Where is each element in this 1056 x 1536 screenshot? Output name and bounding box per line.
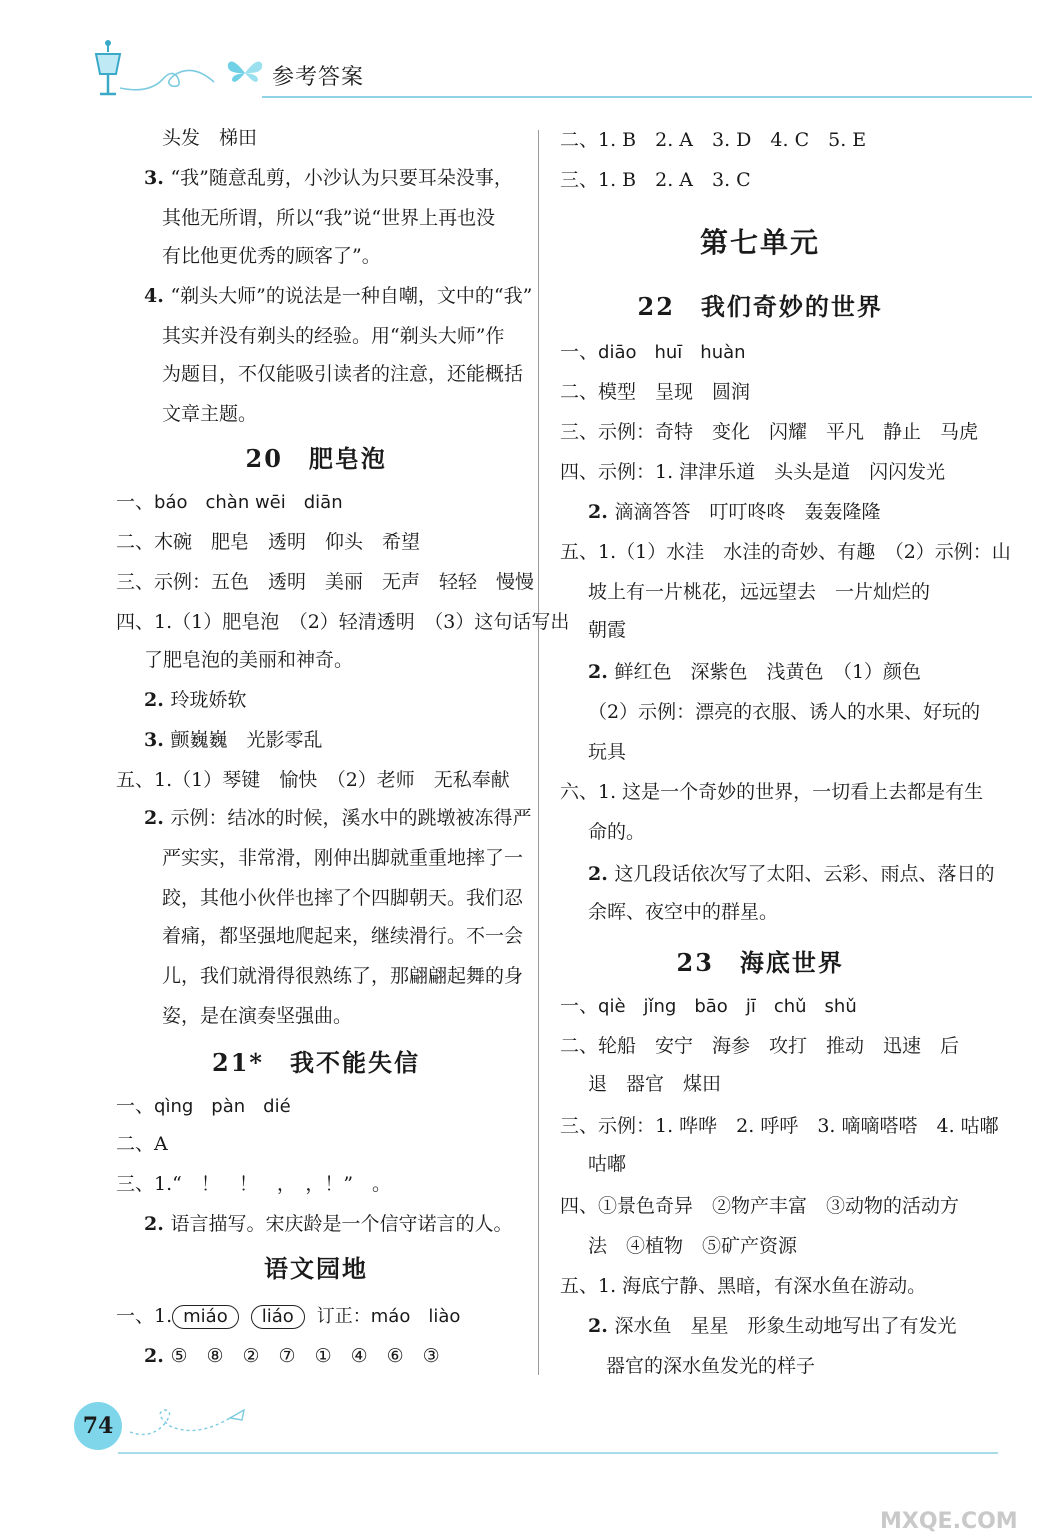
section-heading: 第七单元 <box>700 226 821 259</box>
line-text: ⑤ ⑧ ② ⑦ ① ④ ⑥ ③ <box>170 1345 440 1367</box>
circled-pinyin: liáo <box>251 1305 305 1329</box>
correction-text: 订正：máo liào <box>316 1306 461 1327</box>
answer-line <box>560 380 750 404</box>
answer-line <box>588 740 626 764</box>
answer-line <box>588 1152 626 1176</box>
answer-line <box>162 206 495 230</box>
answer-line <box>116 490 343 515</box>
item-number: 2. <box>144 689 171 711</box>
line-text: 滴滴答答 叮叮咚咚 轰轰隆隆 <box>614 501 881 523</box>
line-text: 命的。 <box>588 821 646 843</box>
pinyin-text: qìng pàn dié <box>154 1096 291 1117</box>
answer-line <box>162 846 523 870</box>
line-text: 跤，其他小伙伴也摔了个四脚朝天。我们忍 <box>162 887 524 909</box>
item-number: 3. <box>144 167 171 189</box>
answer-line <box>116 1094 291 1119</box>
answer-line <box>162 126 257 150</box>
answer-line <box>560 340 746 365</box>
line-text: （2）示例：漂亮的衣服、诱人的水果、好玩的 <box>588 701 981 723</box>
line-text: “剃头大师”的说法是一种自嘲，文中的“我” <box>170 285 533 307</box>
butterfly-icon <box>226 56 264 90</box>
line-text: 二、A <box>116 1133 168 1155</box>
line-text: 三、示例：1. 哗哗 2. 呼呼 3. 嘀嘀嗒嗒 4. 咕嘟 <box>560 1115 999 1137</box>
answer-line <box>588 862 994 886</box>
answer-line <box>560 420 978 444</box>
answer-line <box>144 166 513 190</box>
line-text: 五、1.（1）琴键 愉快 （2）老师 无私奉献 <box>116 769 510 791</box>
answer-line <box>588 1314 956 1338</box>
line-text: 六、1. 这是一个奇妙的世界，一切看上去都是有生 <box>560 781 984 803</box>
line-text: 其实并没有剃头的经验。用“剃头大师”作 <box>162 325 505 347</box>
line-text: 朝霞 <box>588 619 627 641</box>
answer-line <box>560 780 983 804</box>
pinyin-text: báo chàn wēi diān <box>154 492 343 513</box>
answer-line <box>116 1172 391 1196</box>
answer-line <box>588 500 880 524</box>
answer-line <box>116 570 534 594</box>
section-heading: 语文园地 <box>264 1254 368 1283</box>
item-number: 2. <box>588 501 615 523</box>
line-text: 四、示例：1. 津津乐道 头头是道 闪闪发光 <box>560 461 946 483</box>
answer-line <box>144 1344 440 1368</box>
answer-line <box>560 1274 926 1298</box>
line-text: 法 ④植物 ⑤矿产资源 <box>588 1235 798 1257</box>
line-text: 了肥皂泡的美丽和神奇。 <box>144 649 354 671</box>
answer-line <box>162 964 523 988</box>
answer-line <box>162 1004 352 1028</box>
line-text: 二、1. B 2. A 3. D 4. C 5. E <box>560 129 867 151</box>
answer-line <box>560 1114 999 1138</box>
line-text: 着痛，都坚强地爬起来，继续滑行。不一会 <box>162 925 524 947</box>
line-text: 儿，我们就滑得很熟练了，那翩翩起舞的身 <box>162 965 524 987</box>
line-text: 一、 <box>560 995 599 1017</box>
answer-line <box>144 648 353 672</box>
answer-line <box>162 362 523 386</box>
answer-line <box>162 886 523 910</box>
line-text: 五、1.（1）水洼 水洼的奇妙、有趣 （2）示例：山 <box>560 541 1011 563</box>
line-text: 颤巍巍 光影零乱 <box>170 729 323 751</box>
answer-line <box>560 540 1011 564</box>
section-heading: 20 肥皂泡 <box>245 444 387 473</box>
answer-line <box>588 618 626 642</box>
answer-line <box>560 168 751 192</box>
line-text: 一、1. <box>116 1305 173 1327</box>
line-text: 为题目，不仅能吸引读者的注意，还能概括 <box>162 363 524 385</box>
line-text: 严实实，非常滑，刚伸出脚就重重地摔了一 <box>162 847 524 869</box>
line-text: 三、示例：五色 透明 美丽 无声 轻轻 慢慢 <box>116 571 535 593</box>
answer-line <box>606 1354 815 1378</box>
answer-line <box>144 806 531 830</box>
line-text: 语言描写。宋庆龄是一个信守诺言的人。 <box>170 1213 513 1235</box>
answer-line <box>162 324 504 348</box>
line-text: 三、示例：奇特 变化 闪耀 平凡 静止 马虎 <box>560 421 979 443</box>
line-text: 四、①景色奇异 ②物产丰富 ③动物的活动方 <box>560 1195 960 1217</box>
line-text: 二、木碗 肥皂 透明 仰头 希望 <box>116 531 421 553</box>
line-text: 其他无所谓，所以“我”说“世界上再也没 <box>162 207 496 229</box>
item-number: 2. <box>144 1345 171 1367</box>
line-text: 退 器官 煤田 <box>588 1073 722 1095</box>
answer-line <box>116 1132 168 1156</box>
answer-line <box>560 994 857 1019</box>
footer-rule <box>118 1452 998 1454</box>
line-text: 玩具 <box>588 741 627 763</box>
item-number: 3. <box>144 729 171 751</box>
line-text: 一、 <box>116 491 155 513</box>
answer-line <box>144 728 322 752</box>
pinyin-text: diāo huī huàn <box>598 342 746 363</box>
footer-swirl-icon <box>126 1392 266 1442</box>
line-text: 示例：结冰的时候，溪水中的跳墩被冻得严 <box>170 807 532 829</box>
line-text: 五、1. 海底宁静、黑暗，有深水鱼在游动。 <box>560 1275 927 1297</box>
pinyin-text: qiè jǐng bāo jī chǔ shǔ <box>598 996 857 1017</box>
answer-line <box>144 284 532 308</box>
item-number: 2. <box>588 863 615 885</box>
answer-line <box>588 1234 797 1258</box>
answer-line <box>116 768 510 792</box>
line-text: 一、 <box>560 341 599 363</box>
answer-line <box>144 1212 512 1236</box>
answer-line <box>162 924 523 948</box>
line-text: 余晖、夜空中的群星。 <box>588 901 779 923</box>
line-text: 有比他更优秀的顾客了”。 <box>162 245 381 267</box>
item-number: 4. <box>144 285 171 307</box>
line-text: 二、模型 呈现 圆润 <box>560 381 751 403</box>
line-text: 这几段话依次写了太阳、云彩、雨点、落日的 <box>614 863 995 885</box>
item-number: 2. <box>144 807 171 829</box>
answer-line <box>162 244 381 268</box>
line-text: 头发 梯田 <box>162 127 258 149</box>
line-text: 坡上有一片桃花，远远望去 一片灿烂的 <box>588 581 931 603</box>
line-text: 咕嘟 <box>588 1153 627 1175</box>
line-text: 姿，是在演奏坚强曲。 <box>162 1005 353 1027</box>
answer-line <box>116 610 569 634</box>
line-text: 深水鱼 星星 形象生动地写出了有发光 <box>614 1315 957 1337</box>
line-text: 玲珑娇软 <box>170 689 247 711</box>
answer-line <box>560 128 866 152</box>
page-header <box>0 0 1056 110</box>
section-heading: 23 海底世界 <box>676 948 844 977</box>
page-number: 74 <box>74 1402 122 1450</box>
line-text: 一、 <box>116 1095 155 1117</box>
line-text: 三、1.“ ！ ！ ， ，！” 。 <box>116 1173 392 1195</box>
answer-line <box>560 460 945 484</box>
swirl-decoration-icon <box>118 60 236 96</box>
line-text: 鲜红色 深紫色 浅黄色 （1）颜色 <box>614 661 922 683</box>
answer-line <box>588 900 778 924</box>
line-text: “我”随意乱剪，小沙认为只要耳朵没事， <box>170 167 513 189</box>
line-text: 器官的深水鱼发光的样子 <box>606 1355 816 1377</box>
section-heading: 21* 我不能失信 <box>212 1048 420 1077</box>
answer-line <box>116 530 420 554</box>
line-text: 二、轮船 安宁 海参 攻打 推动 迅速 后 <box>560 1035 960 1057</box>
line-text: 三、1. B 2. A 3. C <box>560 169 751 191</box>
answer-line <box>588 660 921 684</box>
column-divider <box>538 130 539 1375</box>
line-text: 四、1.（1）肥皂泡 （2）轻清透明 （3）这句话写出 <box>116 611 570 633</box>
answer-line <box>162 402 257 426</box>
answer-line <box>560 1194 959 1218</box>
answer-line <box>588 580 930 604</box>
header-title: 参考答案 <box>272 65 365 90</box>
item-number: 2. <box>144 1213 171 1235</box>
answer-line <box>588 1072 721 1096</box>
answer-line <box>588 820 645 844</box>
section-heading: 22 我们奇妙的世界 <box>637 292 883 321</box>
watermark-logo <box>860 1468 1040 1534</box>
answer-line <box>144 688 246 712</box>
header-rule <box>262 96 1032 98</box>
item-number: 2. <box>588 1315 615 1337</box>
watermark-text: MXQE.COM <box>880 1509 1018 1534</box>
answer-line <box>560 1034 959 1058</box>
item-number: 2. <box>588 661 615 683</box>
answer-line <box>116 1304 460 1329</box>
answer-line <box>588 700 980 724</box>
circled-pinyin: miáo <box>172 1305 239 1329</box>
line-text: 文章主题。 <box>162 403 258 425</box>
